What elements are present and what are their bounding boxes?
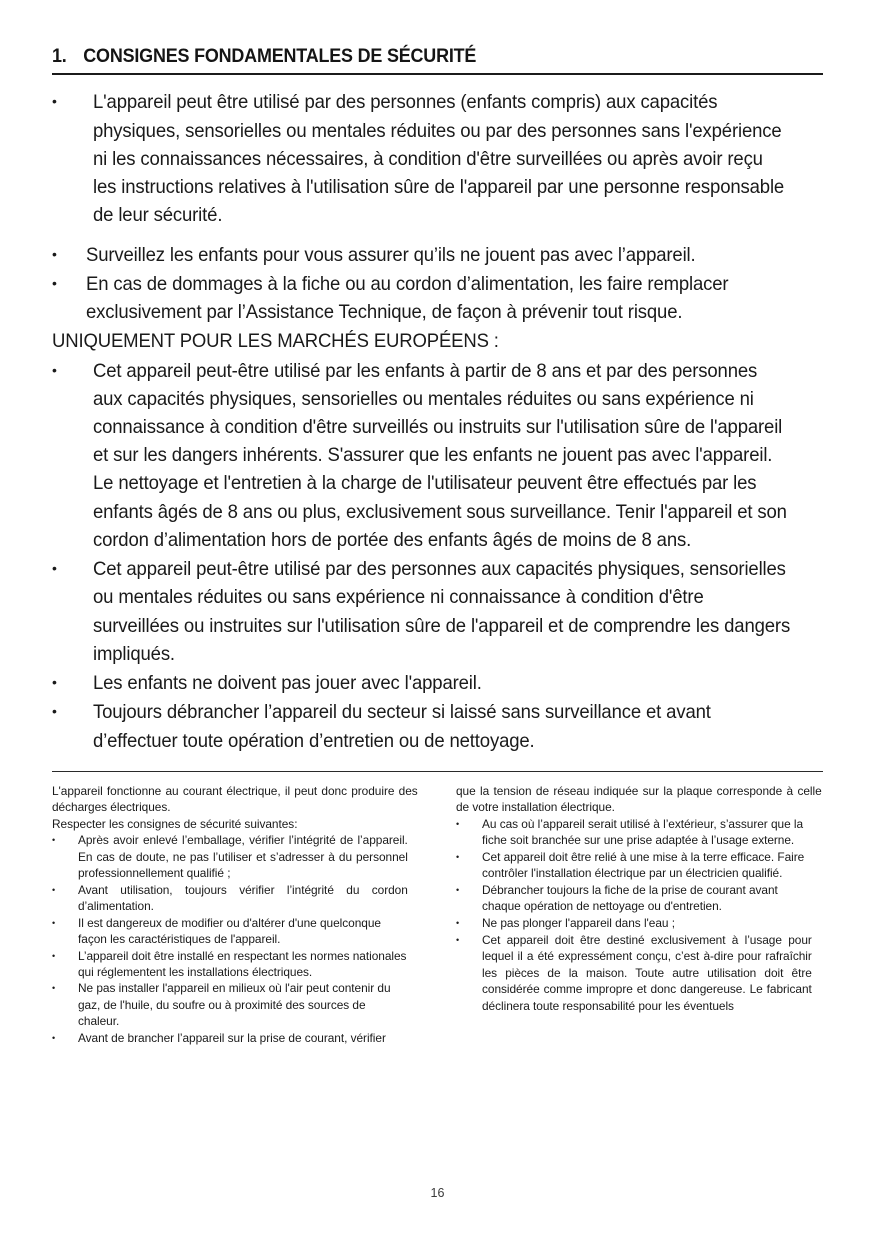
footnote-lead-text: que la tension de réseau indiquée sur la plaque corresponde à celle de votre installation électrique. <box>456 783 822 815</box>
list-item <box>52 1030 418 1047</box>
list-item <box>52 948 418 981</box>
bullet-icon: • <box>52 950 56 961</box>
page-title <box>52 46 761 67</box>
list-item-text: Cet appareil peut-être utilisé par les enfants à partir de 8 ans et par des personnes aux capacités physiques, sensorielles ou mentales réduites ou sans expérience ni connaissance à condition d'être surveillés ou instruits sur l'utilisation sûre de l'appareil et sur les dangers inhérents. S'assurer que les enfants ne jouent pas avec l'appareil. Le nettoyage et l'entretien à la charge de l'utilisateur peuvent être effectués par les enfants âgés de 8 ans ou plus, exclusivement sous surveillance. Tenir l'appareil et son cordon d’alimentation hors de portée des enfants âgés de moins de 8 ans. <box>93 359 787 551</box>
list-item <box>52 698 823 754</box>
footnote-intro-text: Respecter les consignes de sécurité suivantes: <box>52 816 298 831</box>
list-item <box>52 832 418 881</box>
section-title: CONSIGNES FONDAMENTALES DE SÉCURITÉ <box>83 45 477 67</box>
list-item-text: L'appareil peut être utilisé par des personnes (enfants compris) aux capacités physiques, sensorielles ou mentales réduites ou par des personnes sans l'expérience ni les connaissances nécessaires, à condition d'être surveillées ou après avoir reçu les instructions relatives à l'utilisation sûre de l'appareil par une personne responsable de leur sécurité. <box>93 91 785 227</box>
bullet-icon: • <box>52 1032 56 1043</box>
page-content <box>52 46 823 1047</box>
section-number: 1. <box>52 45 67 67</box>
list-item-text: Cet appareil peut-être utilisé par des personnes aux capacités physiques, sensorielles ou mentales réduites ou sans expérience ni connaissance à condition d'être surveillées ou instruites sur l'utilisation sûre de l'appareil et de comprendre les dangers impliqués. <box>93 558 791 665</box>
bullet-icon: • <box>52 703 57 720</box>
list-item <box>456 816 822 849</box>
footnote-right-list <box>456 816 822 1014</box>
footnote-left-list <box>52 832 418 1047</box>
list-item <box>52 270 823 326</box>
list-item-text: Au cas où l’appareil serait utilisé à l’extérieur, s’assurer que la fiche soit branchée sur une prise adaptée à l’usage externe. <box>482 816 804 848</box>
bullet-icon: • <box>456 818 460 829</box>
bullet-icon: • <box>52 674 57 691</box>
bullet-icon: • <box>52 245 57 262</box>
bullet-icon: • <box>52 917 56 928</box>
list-item-text: Avant utilisation, toujours vérifier l’intégrité du cordon d’alimentation. <box>78 882 408 914</box>
list-item <box>456 915 822 932</box>
footnote-right-column <box>456 783 822 1047</box>
european-markets-label: UNIQUEMENT POUR LES MARCHÉS EUROPÉENS : <box>52 330 499 353</box>
list-item-text: Il est dangereux de modifier ou d'altérer d'une quelconque façon les caractéristiques de l'appareil. <box>78 915 381 947</box>
list-item-text: En cas de dommages à la fiche ou au cordon d’alimentation, les faire remplacer exclusivement par l’Assistance Technique, de façon à prévenir tout risque. <box>86 272 729 324</box>
footnote-lead-text: L'appareil fonctionne au courant électrique, il peut donc produire des décharges électriques. <box>52 783 418 815</box>
bullet-icon: • <box>52 560 57 577</box>
footnote-divider <box>52 771 823 772</box>
footnote-left-column <box>52 783 418 1047</box>
page-number: 16 <box>430 1186 445 1200</box>
bullet-icon: • <box>52 93 57 110</box>
list-item-text: Avant de brancher l’appareil sur la prise de courant, vérifier <box>78 1030 386 1045</box>
bullet-icon: • <box>52 983 56 994</box>
european-instructions-list <box>52 357 823 755</box>
bullet-icon: • <box>456 884 460 895</box>
bullet-icon: • <box>456 917 460 928</box>
list-item <box>52 555 823 668</box>
list-item-text: Débrancher toujours la fiche de la prise de courant avant chaque opération de nettoyage ou d'entretien. <box>482 882 778 914</box>
bullet-icon: • <box>52 884 56 895</box>
title-divider <box>52 73 823 75</box>
list-item-text: Toujours débrancher l’appareil du secteur si laissé sans surveillance et avant d’effectuer toute opération d’entretien ou de nettoyage. <box>93 701 711 752</box>
list-item <box>52 88 823 229</box>
bullet-icon: • <box>52 361 57 378</box>
list-item-text: Les enfants ne doivent pas jouer avec l'appareil. <box>93 672 482 695</box>
list-item <box>456 932 822 1014</box>
list-item-text: Cet appareil doit être destiné exclusivement à l’usage pour lequel il a été expressément conçu, c’est à-dire pour rafraîchir les pièces de la maison. Toute autre utilisation doit être considérée comme impropre et donc dangereuse. Le fabricant déclinera toute responsabilité pour les éventuels <box>482 932 812 1013</box>
list-item-text: Ne pas installer l'appareil en milieux où l'air peut contenir du gaz, de l'huile, du soufre ou à proximité des sources de chaleur. <box>78 981 391 1029</box>
list-item-text: L’appareil doit être installé en respectant les normes nationales qui réglementent les installations électriques. <box>78 948 407 979</box>
list-item <box>456 882 822 915</box>
list-item <box>52 241 823 269</box>
list-item-text: Après avoir enlevé l’emballage, vérifier l’intégrité de l’appareil. En cas de doute, ne pas l’utiliser et s’adresser à du personnel professionnellement qualifié ; <box>78 833 408 881</box>
list-item-text: Surveillez les enfants pour vous assurer qu’ils ne jouent pas avec l’appareil. <box>86 243 696 266</box>
list-item <box>456 849 822 882</box>
safety-instructions-list <box>52 88 823 326</box>
list-item-text: Cet appareil doit être relié à une mise à la terre efficace. Faire contrôler l'installation électrique par un électricien qualifié. <box>482 849 805 881</box>
list-item <box>52 980 418 1029</box>
list-item-text: Ne pas plonger l'appareil dans l'eau ; <box>482 915 675 930</box>
footnote-columns <box>52 783 823 1047</box>
list-item <box>52 882 418 915</box>
bullet-icon: • <box>456 934 460 945</box>
bullet-icon: • <box>456 851 460 862</box>
list-item <box>52 915 418 948</box>
list-item <box>52 357 823 555</box>
list-item <box>52 669 823 697</box>
bullet-icon: • <box>52 835 56 846</box>
bullet-icon: • <box>52 274 57 291</box>
